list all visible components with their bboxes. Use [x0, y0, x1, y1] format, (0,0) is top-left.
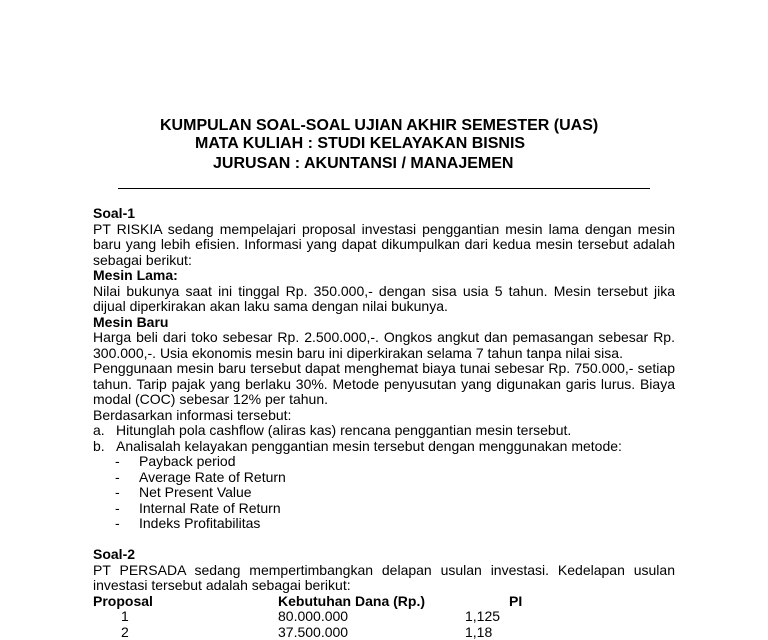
question-item — [93, 439, 675, 455]
question-text: Analisalah kelayakan penggantian mesin tersebut dengan menggunakan metode: — [116, 438, 622, 454]
proposal-table — [93, 594, 675, 634]
soal2-intro: PT PERSADA sedang mempertimbangkan delapan usulan investasi. Kedelapan usulan investasi tersebut adalah sebagai berikut: — [93, 563, 675, 594]
mesin-lama-heading: Mesin Lama: — [93, 268, 675, 284]
cell-kebutuhan-dana: 80.000.000 — [278, 609, 348, 625]
title-line-3: JURUSAN : AKUNTANSI / MANAJEMEN — [0, 154, 768, 174]
table-header-row — [93, 594, 675, 610]
method-bullet: - — [115, 516, 120, 532]
method-item — [93, 501, 675, 517]
method-bullet: - — [115, 485, 120, 501]
method-item — [93, 470, 675, 486]
cell-kebutuhan-dana: 37.500.000 — [278, 625, 348, 640]
table-row — [93, 609, 675, 625]
soal1-heading: Soal-1 — [93, 206, 675, 222]
method-text: Payback period — [139, 453, 236, 469]
soal2-heading: Soal-2 — [93, 547, 675, 563]
mesin-lama-text: Nilai bukunya saat ini tinggal Rp. 350.000,- dengan sisa usia 5 tahun. Mesin tersebut jika dijual diperkirakan akan laku sama dengan nilai bukunya. — [93, 284, 675, 315]
method-item — [93, 454, 675, 470]
question-marker: b. — [93, 439, 105, 455]
title-line-2: MATA KULIAH : STUDI KELAYAKAN BISNIS — [0, 134, 768, 154]
method-text: Net Present Value — [139, 484, 252, 500]
method-text: Internal Rate of Return — [139, 500, 281, 516]
method-item — [93, 516, 675, 532]
question-text: Hitunglah pola cashflow (aliras kas) rencana penggantian mesin tersebut. — [116, 422, 571, 438]
method-bullet: - — [115, 501, 120, 517]
table-row — [93, 625, 675, 640]
cell-proposal: 1 — [121, 609, 129, 625]
cell-pi: 1,18 — [465, 625, 492, 640]
title-line-1: KUMPULAN SOAL-SOAL UJIAN AKHIR SEMESTER (UAS) — [0, 116, 768, 136]
question-item — [93, 423, 675, 439]
header-kebutuhan-dana: Kebutuhan Dana (Rp.) — [278, 594, 425, 610]
section-gap — [93, 532, 675, 548]
document-body — [93, 206, 675, 634]
mesin-baru-text-2: Penggunaan mesin baru tersebut dapat menghemat biaya tunai sebesar Rp. 750.000,- setiap tahun. Tarip pajak yang berlaku 30%. Metode penyusutan yang digunakan garis lurus. Biaya modal (COC) sebesar 12% per tahun. — [93, 361, 675, 408]
mesin-baru-heading: Mesin Baru — [93, 315, 675, 331]
header-proposal: Proposal — [93, 594, 153, 610]
mesin-baru-text-1: Harga beli dari toko sebesar Rp. 2.500.000,-. Ongkos angkut dan pemasangan sebesar Rp. 300.000,-. Usia ekonomis mesin baru ini diperkirakan selama 7 tahun tanpa nilai sisa. — [93, 330, 675, 361]
cell-proposal: 2 — [121, 625, 129, 640]
method-bullet: - — [115, 454, 120, 470]
method-text: Indeks Profitabilitas — [139, 515, 260, 531]
cell-pi: 1,125 — [465, 609, 500, 625]
method-item — [93, 485, 675, 501]
soal1-intro: PT RISKIA sedang mempelajari proposal investasi penggantian mesin lama dengan mesin baru yang lebih efisien. Informasi yang dapat dikumpulkan dari kedua mesin tersebut adalah sebagai berikut: — [93, 222, 675, 269]
header-pi: PI — [509, 594, 522, 610]
title-underline — [118, 188, 650, 189]
method-bullet: - — [115, 470, 120, 486]
question-marker: a. — [93, 423, 105, 439]
method-text: Average Rate of Return — [139, 469, 286, 485]
berdasarkan-text: Berdasarkan informasi tersebut: — [93, 408, 675, 424]
